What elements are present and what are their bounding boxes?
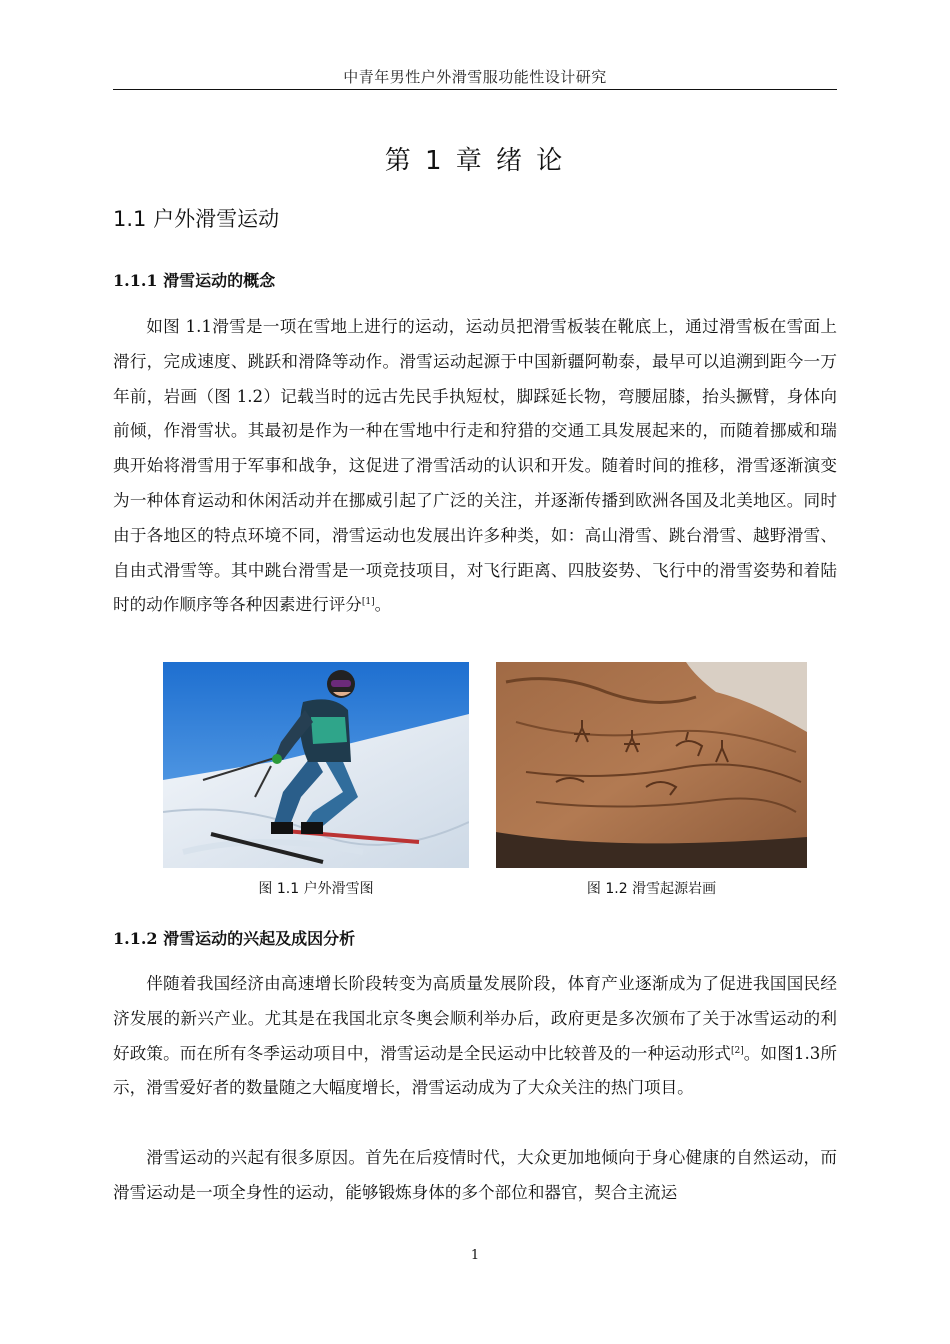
paragraph-skiing-concept: [113, 310, 837, 623]
figure-caption-1-2: 图 1.2 滑雪起源岩画: [586, 881, 717, 897]
paragraph-skiing-reasons: 滑雪运动的兴起有很多原因。首先在后疫情时代，大众更加地倾向于身心健康的自然运动，而滑雪运动是一项全身性的运动，能够锻炼身体的多个部位和器官，契合主流运: [113, 1148, 837, 1202]
running-header: 中青年男性户外滑雪服功能性设计研究: [343, 68, 607, 86]
skier-photo: [163, 662, 469, 868]
citation-ref[interactable]: [1]: [361, 597, 375, 608]
subsection-heading-1-1-2: 1.1.2 滑雪运动的兴起及成因分析: [113, 929, 356, 948]
section-heading-1-1: 1.1 户外滑雪运动: [113, 207, 280, 231]
figure-caption-1-1: 图 1.1 户外滑雪图: [258, 881, 374, 897]
paragraph-text-end: 。: [374, 595, 392, 615]
page-number: 1: [470, 1248, 480, 1263]
header-rule: [113, 89, 837, 90]
paragraph-text-end: 。如图1.3所示，滑雪爱好者的数量随之大幅度增长，滑雪运动成为了大众关注的热门项目。: [113, 1043, 838, 1098]
rock-painting-photo: [496, 662, 807, 868]
citation-ref[interactable]: [2]: [730, 1045, 744, 1056]
paragraph-text: 伴随着我国经济由高速增长阶段转变为高质量发展阶段，体育产业逐渐成为了促进我国国民经济发展的新兴产业。尤其是在我国北京冬奥会顺利举办后，政府更是多次颁布了关于冰雪运动的利好政策。而在所有冬季运动项目中，滑雪运动是全民运动中比较普及的一种运动形式: [113, 974, 837, 1063]
paragraph-text: 如图 1.1滑雪是一项在雪地上进行的运动，运动员把滑雪板装在靴底上，通过滑雪板在雪面上滑行，完成速度、跳跃和滑降等动作。滑雪运动起源于中国新疆阿勒泰，最早可以追溯到距今一万年前，岩画（图 1.2）记载当时的远古先民手执短杖，脚踩延长物，弯腰屈膝，抬头撅臂，身体向前倾，作滑雪状。其最初是作为一种在雪地中行走和狩猎的交通工具发展起来的，而随着挪威和瑞典开始将滑雪用于军事和战争，这促进了滑雪活动的认识和开发。随着时间的推移，滑雪逐渐演变为一种体育运动和休闲活动并在挪威引起了广泛的关注，并逐渐传播到欧洲各国及北美地区。同时由于各地区的特点环境不同，滑雪运动也发展出许多种类，如：高山滑雪、跳台滑雪、越野滑雪、自由式滑雪等。其中跳台滑雪是一项竞技项目，对飞行距离、四肢姿势、飞行中的滑雪姿势和着陆时的动作顺序等各种因素进行评分: [113, 317, 837, 615]
chapter-title: 第 1 章 绪 论: [384, 146, 566, 176]
paragraph-skiing-rise: [113, 967, 837, 1106]
subsection-heading-1-1-1: 1.1.1 滑雪运动的概念: [113, 271, 276, 290]
